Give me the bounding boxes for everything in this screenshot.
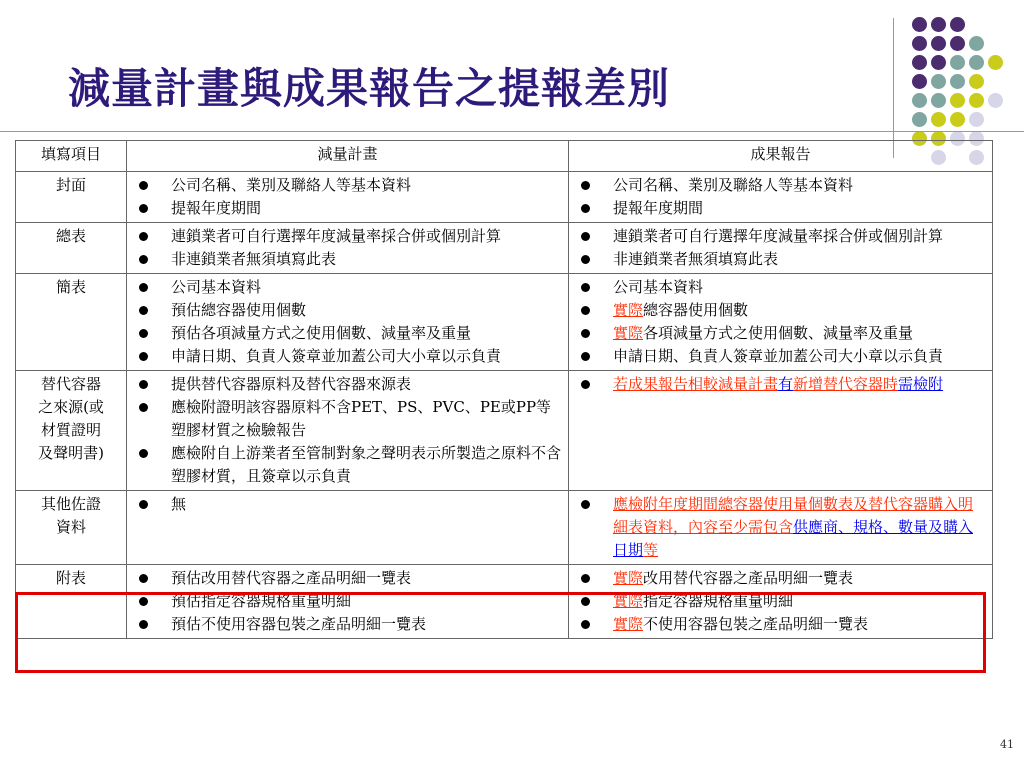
dot	[931, 93, 946, 108]
dot	[969, 36, 984, 51]
dot	[950, 112, 965, 127]
report-cell	[569, 172, 993, 223]
dot	[988, 55, 1003, 70]
list-item: 非連鎖業者無須填寫此表	[575, 248, 986, 271]
row-category: 簡表	[16, 274, 127, 371]
dot	[931, 55, 946, 70]
table-row	[16, 172, 993, 223]
table-row	[16, 491, 993, 565]
dot	[912, 93, 927, 108]
title-divider-horizontal	[0, 131, 1024, 132]
list-item	[575, 373, 986, 396]
header-cell-plan: 減量計畫	[127, 141, 569, 172]
plan-cell	[127, 223, 569, 274]
emphasis-text-blue: 有	[778, 375, 794, 393]
category-line: 及聲明書)	[38, 444, 104, 462]
dot	[931, 74, 946, 89]
list-item: 預估不使用容器包裝之產品明細一覽表	[133, 613, 562, 636]
row-category	[16, 491, 127, 565]
header-cell-item: 填寫項目	[16, 141, 127, 172]
emphasis-text: 實際	[613, 301, 644, 319]
report-cell	[569, 223, 993, 274]
emphasis-text: 實際	[613, 324, 644, 342]
list-item: 公司基本資料	[575, 276, 986, 299]
table-row	[16, 371, 993, 491]
list-item: 提報年度期間	[133, 197, 562, 220]
dot	[950, 74, 965, 89]
list-item: 提報年度期間	[575, 197, 986, 220]
page-number: 41	[1000, 738, 1014, 751]
plan-cell	[127, 371, 569, 491]
category-line: 之來源(或	[38, 398, 104, 416]
dot	[969, 55, 984, 70]
plan-cell	[127, 274, 569, 371]
list-item	[575, 299, 986, 322]
dot	[950, 55, 965, 70]
emphasis-text: 實際	[613, 592, 644, 610]
page-title: 減量計畫與成果報告之提報差別	[68, 64, 671, 113]
dot	[912, 17, 927, 32]
report-cell	[569, 491, 993, 565]
list-item	[575, 493, 986, 562]
list-item: 應檢附證明該容器原料不含PET、PS、PVC、PE或PP等塑膠材質之檢驗報告	[133, 396, 562, 442]
emphasis-text: 實際	[613, 569, 644, 587]
item-text: 指定容器規格重量明細	[643, 592, 794, 610]
emphasis-text: 實際	[613, 615, 644, 633]
header-cell-report: 成果報告	[569, 141, 993, 172]
item-text: 總容器使用個數	[643, 301, 749, 319]
row-category: 總表	[16, 223, 127, 274]
report-cell	[569, 274, 993, 371]
dot	[950, 93, 965, 108]
dot	[969, 112, 984, 127]
row-category: 封面	[16, 172, 127, 223]
dot	[969, 74, 984, 89]
emphasis-text: 應檢附年度期間總容器使用量個數表及替代容器購入明細表資料，內容至少需包含	[613, 495, 974, 536]
item-text: 改用替代容器之產品明細一覽表	[643, 569, 854, 587]
list-item	[575, 567, 986, 590]
item-text: 各項減量方式之使用個數、減量率及重量	[643, 324, 914, 342]
list-item: 公司名稱、業別及聯絡人等基本資料	[133, 174, 562, 197]
dot	[950, 17, 965, 32]
emphasis-text: 若成果報告相較減量計畫	[613, 375, 779, 393]
dot	[912, 55, 927, 70]
list-item	[575, 322, 986, 345]
emphasis-text: 等	[643, 541, 659, 559]
list-item: 公司基本資料	[133, 276, 562, 299]
emphasis-text-blue: 供應商、規格、數量及購入日期	[613, 518, 974, 559]
list-item: 預估總容器使用個數	[133, 299, 562, 322]
plan-cell	[127, 491, 569, 565]
plan-cell	[127, 172, 569, 223]
comparison-table	[15, 140, 993, 639]
category-line: 材質證明	[40, 421, 101, 439]
list-item: 預估改用替代容器之產品明細一覽表	[133, 567, 562, 590]
dot	[912, 74, 927, 89]
dot	[912, 36, 927, 51]
list-item: 申請日期、負責人簽章並加蓋公司大小章以示負責	[575, 345, 986, 368]
list-item: 預估各項減量方式之使用個數、減量率及重量	[133, 322, 562, 345]
list-item: 無	[133, 493, 562, 516]
dot	[988, 93, 1003, 108]
list-item: 提供替代容器原料及替代容器來源表	[133, 373, 562, 396]
list-item: 申請日期、負責人簽章並加蓋公司大小章以示負責	[133, 345, 562, 368]
table-row	[16, 223, 993, 274]
dot	[931, 112, 946, 127]
category-line: 資料	[55, 518, 86, 536]
row-category: 附表	[16, 565, 127, 639]
item-text: 不使用容器包裝之產品明細一覽表	[643, 615, 869, 633]
table-header-row	[16, 141, 993, 172]
list-item: 連鎖業者可自行選擇年度減量率採合併或個別計算	[133, 225, 562, 248]
emphasis-text: 新增替代容器時	[793, 375, 899, 393]
dot	[931, 17, 946, 32]
highlight-box	[15, 592, 986, 673]
emphasis-text-blue: 需檢附	[898, 375, 944, 393]
report-cell	[569, 371, 993, 491]
dot	[969, 93, 984, 108]
row-category	[16, 371, 127, 491]
list-item: 預估指定容器規格重量明細	[133, 590, 562, 613]
list-item: 連鎖業者可自行選擇年度減量率採合併或個別計算	[575, 225, 986, 248]
table-row	[16, 274, 993, 371]
dot	[931, 36, 946, 51]
list-item: 應檢附自上游業者至管制對象之聲明表示所製造之原料不含塑膠材質，且簽章以示負責	[133, 442, 562, 488]
dot	[912, 112, 927, 127]
category-line: 替代容器	[40, 375, 101, 393]
category-line: 其他佐證	[40, 495, 101, 513]
title-divider-vertical	[893, 18, 894, 158]
list-item: 非連鎖業者無須填寫此表	[133, 248, 562, 271]
dot	[950, 36, 965, 51]
list-item: 公司名稱、業別及聯絡人等基本資料	[575, 174, 986, 197]
